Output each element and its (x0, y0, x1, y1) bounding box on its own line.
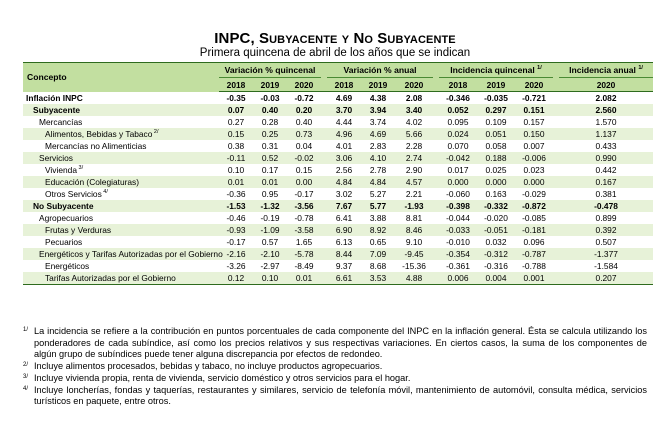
table-row (23, 164, 653, 176)
table-row (23, 92, 653, 105)
table-cell: 2.74 (395, 152, 433, 164)
table-cell: 0.40 (253, 104, 287, 116)
footnotes (23, 326, 647, 408)
row-label: Tarifas Autorizadas por el Gobierno (23, 272, 219, 285)
year-header: 2018 (327, 78, 361, 92)
table-cell: 0.109 (485, 117, 507, 127)
inc-quincenal-header: Incidencia quincenal $^{1/}$ (439, 63, 553, 78)
table-cell: -0.316 (484, 261, 508, 271)
table-cell: 0.990 (559, 152, 653, 164)
table-row (23, 140, 653, 152)
table-cell: 0.899 (595, 213, 617, 223)
table-cell: 4.57 (395, 176, 433, 188)
footnote-marker: 1/ (23, 327, 29, 333)
row-label: Agropecuarios (39, 213, 94, 223)
row-label: Mercancías (39, 117, 83, 127)
table-cell: 4.38 (369, 93, 387, 103)
table-cell: 0.15 (295, 165, 313, 175)
table-cell: -0.354 (439, 248, 477, 260)
row-label: Educación (Colegiaturas) (23, 176, 219, 188)
row-label: Frutas y Verduras (23, 224, 219, 236)
table-cell: 0.40 (295, 117, 313, 127)
table-cell: -1.32 (253, 200, 287, 212)
table-cell: 0.297 (477, 104, 515, 116)
footnote-marker: 4/ (23, 385, 29, 392)
table-cell: 0.096 (523, 237, 545, 247)
table-cell: -0.060 (446, 189, 470, 199)
table-cell: 4.02 (405, 117, 423, 127)
table-cell: -15.36 (402, 261, 426, 271)
table-row (23, 248, 653, 260)
table-cell: -1.09 (253, 224, 287, 236)
table-cell: 0.433 (595, 141, 617, 151)
table-cell: 4.44 (335, 117, 353, 127)
row-label: Mercancías no Alimenticias (45, 141, 147, 151)
table-cell: 0.006 (439, 272, 477, 285)
table-cell: 0.507 (595, 237, 617, 247)
table-cell: 2.08 (405, 93, 423, 103)
table-cell: 4.84 (361, 176, 395, 188)
table-cell: 8.81 (405, 213, 423, 223)
table-cell: -2.10 (253, 248, 287, 260)
table-cell: 0.151 (515, 104, 553, 116)
table-cell: -0.361 (446, 261, 470, 271)
table-cell: 3.88 (369, 213, 387, 223)
table-cell: 0.31 (261, 141, 279, 151)
table-cell: -0.46 (226, 213, 246, 223)
table-cell: 0.163 (485, 189, 507, 199)
table-cell: 2.56 (335, 165, 353, 175)
table-cell: -0.721 (522, 93, 546, 103)
table-cell: 0.023 (523, 165, 545, 175)
table-cell: -0.346 (446, 93, 470, 103)
table-cell: -1.53 (219, 200, 253, 212)
table-cell: -0.035 (484, 93, 508, 103)
table-cell: 9.37 (335, 261, 353, 271)
table-cell: -0.006 (515, 152, 553, 164)
year-header: 2018 (439, 78, 477, 92)
table-cell: 1.137 (559, 128, 653, 140)
table-body (23, 92, 653, 285)
year-header: 2019 (253, 78, 287, 92)
table-cell: 8.46 (395, 224, 433, 236)
table-cell: 7.67 (327, 200, 361, 212)
table-cell: 8.68 (369, 261, 387, 271)
concept-header: Concepto (23, 63, 219, 92)
table-cell: 0.73 (287, 128, 321, 140)
row-label: Subyacente (23, 104, 219, 116)
row-label: Inflación INPC (26, 92, 83, 103)
table-cell: -3.58 (287, 224, 321, 236)
table-row (23, 272, 653, 285)
table-cell: -0.17 (226, 237, 246, 247)
table-cell: 0.01 (253, 176, 287, 188)
table-cell: 0.150 (515, 128, 553, 140)
table-cell: -5.78 (287, 248, 321, 260)
table-cell: -0.788 (522, 261, 546, 271)
table-cell: 3.70 (327, 104, 361, 116)
table-cell: 2.560 (559, 104, 653, 116)
table-row (23, 176, 653, 188)
year-header: 2020 (515, 78, 553, 92)
row-label: Energéticos (45, 261, 90, 271)
table-cell: 1.570 (595, 117, 617, 127)
table-cell: 0.000 (439, 176, 477, 188)
table-cell: 4.88 (395, 272, 433, 285)
footnote (23, 385, 647, 408)
table-cell: 0.15 (219, 128, 253, 140)
table-cell: -0.19 (260, 213, 280, 223)
table-cell: 0.95 (261, 189, 279, 199)
row-label: Energéticos y Tarifas Autorizadas por el Gobierno (23, 248, 219, 260)
footnote (23, 373, 647, 385)
row-label: No Subyacente (23, 200, 219, 212)
table-cell: -3.56 (287, 200, 321, 212)
table-cell: 1.65 (295, 237, 313, 247)
table-cell: 3.53 (361, 272, 395, 285)
table-row (23, 212, 653, 224)
year-header: 2019 (361, 78, 395, 92)
table-cell: 5.27 (369, 189, 387, 199)
header-row-groups (23, 63, 653, 78)
table-cell: -3.26 (226, 261, 246, 271)
table-cell: 2.78 (369, 165, 387, 175)
table-row (23, 188, 653, 200)
table-cell: -0.044 (446, 213, 470, 223)
table-cell: 6.90 (327, 224, 361, 236)
table-cell: -1.584 (594, 261, 618, 271)
table-cell: -0.181 (515, 224, 553, 236)
page-subtitle: Primera quincena de abril de los años que se indican (199, 47, 471, 59)
table-row (23, 260, 653, 272)
table-cell: 0.188 (477, 152, 515, 164)
footnote (23, 326, 647, 361)
table-cell: -2.16 (219, 248, 253, 260)
table-cell: 0.07 (219, 104, 253, 116)
table-cell: 3.74 (369, 117, 387, 127)
table-row (23, 236, 653, 248)
footnote-marker: 2/ (23, 362, 29, 369)
table-cell: 0.01 (219, 176, 253, 188)
table-cell: 3.02 (335, 189, 353, 199)
table-cell: 0.007 (523, 141, 545, 151)
table-cell: 2.90 (405, 165, 423, 175)
table-cell: 6.41 (335, 213, 353, 223)
footnote-text: Incluye loncherías, fondas y taquerías, restaurantes y similares, servicio de telefonía móvil, mantenimiento de automóvil, consulta médica, servicios turísticos en paquete, entre otros. (34, 384, 647, 407)
table-cell: 2.28 (405, 141, 423, 151)
table-cell: 0.28 (261, 117, 279, 127)
table-cell: -8.49 (294, 261, 314, 271)
table-cell: 3.06 (327, 152, 361, 164)
table-cell: 4.69 (335, 93, 353, 103)
table-cell: 8.44 (327, 248, 361, 260)
table-cell: 0.070 (447, 141, 469, 151)
year-header: 2020 (287, 78, 321, 92)
table-cell: 0.27 (227, 117, 245, 127)
table-cell: -0.72 (294, 93, 314, 103)
table-cell: 0.01 (287, 272, 321, 285)
table-cell: -0.085 (522, 213, 546, 223)
table-cell: 6.61 (327, 272, 361, 285)
table-cell: -0.35 (226, 93, 246, 103)
table-cell: -0.398 (439, 200, 477, 212)
table-cell: 3.40 (395, 104, 433, 116)
table-cell: 0.00 (287, 176, 321, 188)
footnote-text: La incidencia se refiere a la contribución en puntos porcentuales de cada componente del INPC en la inflación general. Ésta se calcula utilizando los ponderadores de cada subíndice, así como los precios relativos y sus respectivas variaciones. En ciertos casos, la suma de los componentes de algún grupo de subíndices puede tener alguna discrepancia por efectos de redondeo. (34, 326, 647, 360)
table-cell: 0.57 (261, 237, 279, 247)
year-header: 2018 (219, 78, 253, 92)
table-cell: 0.024 (439, 128, 477, 140)
table-cell: 0.20 (287, 104, 321, 116)
var-anual-header: Variación % anual (327, 63, 433, 78)
table-cell: 0.001 (515, 272, 553, 285)
table-cell: -0.93 (219, 224, 253, 236)
table-cell: -0.478 (559, 200, 653, 212)
table-cell: 7.09 (361, 248, 395, 260)
table-cell: 0.000 (515, 176, 553, 188)
table-cell: 0.25 (253, 128, 287, 140)
table-cell: -0.787 (515, 248, 553, 260)
table-row (23, 104, 653, 116)
table-cell: 6.13 (335, 237, 353, 247)
table-cell: 0.025 (485, 165, 507, 175)
footnote-marker: 3/ (23, 373, 29, 380)
table-cell: -0.11 (219, 152, 253, 164)
inc-anual-header: Incidencia anual $^{1/}$ (559, 63, 653, 78)
table-cell: -0.78 (294, 213, 314, 223)
table-cell: -0.02 (287, 152, 321, 164)
table-cell: -2.97 (260, 261, 280, 271)
table-cell: 0.207 (559, 272, 653, 285)
page-title (0, 30, 670, 47)
table-cell: 0.000 (477, 176, 515, 188)
table-cell: -0.03 (260, 93, 280, 103)
table-cell: 4.96 (327, 128, 361, 140)
table-cell: 0.52 (253, 152, 287, 164)
table-cell: 0.051 (477, 128, 515, 140)
year-header: 2019 (477, 78, 515, 92)
table-cell: 2.21 (405, 189, 423, 199)
table-row (23, 152, 653, 164)
table-cell: -0.312 (477, 248, 515, 260)
table-cell: -0.051 (477, 224, 515, 236)
table-cell: 2.082 (595, 93, 617, 103)
table-cell: 4.10 (361, 152, 395, 164)
table-cell: 0.381 (595, 189, 617, 199)
table-cell: 0.058 (485, 141, 507, 151)
table-cell: 5.66 (395, 128, 433, 140)
row-label: Pecuarios (45, 237, 83, 247)
table-row (23, 128, 653, 140)
table-cell: -0.872 (515, 200, 553, 212)
year-header: 2020 (395, 78, 433, 92)
table-cell: 0.10 (253, 272, 287, 285)
table-row (23, 200, 653, 212)
table-cell: 0.004 (477, 272, 515, 285)
table-cell: 0.017 (447, 165, 469, 175)
title-text: INPC, Subyacente y No Subyacente (214, 30, 456, 47)
table-cell: -0.042 (439, 152, 477, 164)
table-cell: 0.38 (227, 141, 245, 151)
table-row (23, 116, 653, 128)
table-cell: 0.17 (261, 165, 279, 175)
table-cell: -0.033 (439, 224, 477, 236)
table-cell: 8.92 (361, 224, 395, 236)
table-cell: -0.332 (477, 200, 515, 212)
inpc-table (23, 62, 653, 285)
row-label: Vivienda $^{3/}$ (45, 165, 84, 175)
table-cell: 0.167 (559, 176, 653, 188)
table-cell: 0.12 (219, 272, 253, 285)
table-cell: 0.392 (559, 224, 653, 236)
table-cell: -1.93 (395, 200, 433, 212)
table-cell: -1.377 (559, 248, 653, 260)
year-header: 2020 (559, 78, 653, 92)
table-cell: -0.010 (446, 237, 470, 247)
table-cell: 4.01 (335, 141, 353, 151)
table-cell: 5.77 (361, 200, 395, 212)
row-label: Alimentos, Bebidas y Tabaco $^{2/}$ (23, 128, 219, 140)
row-label: Otros Servicios $^{4/}$ (45, 189, 108, 199)
table-cell: 0.65 (369, 237, 387, 247)
footnote-text: Incluye vivienda propia, renta de vivienda, servicio doméstico y otros servicios para el hogar. (34, 372, 411, 383)
table-cell: 4.84 (327, 176, 361, 188)
footnote (23, 361, 647, 373)
table-cell: 0.157 (523, 117, 545, 127)
table-cell: 0.04 (295, 141, 313, 151)
table-cell: 0.095 (447, 117, 469, 127)
footnote-text: Incluye alimentos procesados, bebidas y tabaco, no incluye productos agropecuarios. (34, 361, 383, 372)
table-cell: -0.020 (484, 213, 508, 223)
table-cell: 4.69 (361, 128, 395, 140)
table-row (23, 224, 653, 236)
table-cell: -9.45 (395, 248, 433, 260)
table-cell: 2.83 (369, 141, 387, 151)
table-cell: -0.029 (522, 189, 546, 199)
table-cell: -0.36 (226, 189, 246, 199)
table-cell: 0.052 (439, 104, 477, 116)
table-cell: 9.10 (405, 237, 423, 247)
row-label: Servicios (23, 152, 219, 164)
table-cell: 3.94 (361, 104, 395, 116)
table-cell: 0.10 (227, 165, 245, 175)
var-quincenal-header: Variación % quincenal (219, 63, 321, 78)
table-cell: -0.17 (294, 189, 314, 199)
table-cell: 0.032 (485, 237, 507, 247)
table-cell: 0.442 (595, 165, 617, 175)
